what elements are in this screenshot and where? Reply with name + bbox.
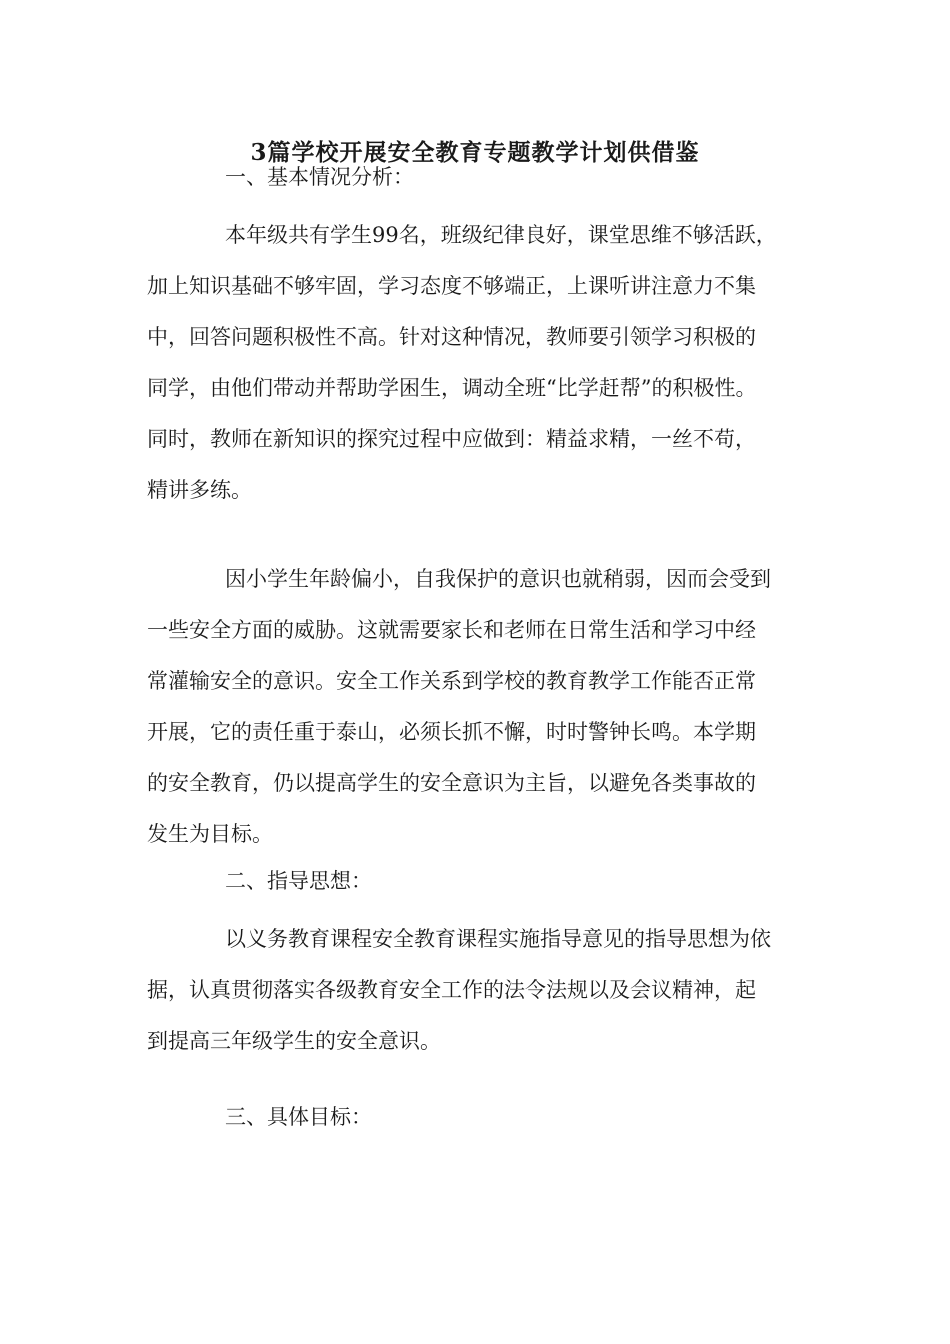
paragraph-line: 精讲多练。 [147,478,252,502]
paragraph-line: 发生为目标。 [147,822,273,846]
paragraph-line: 开展，它的责任重于泰山，必须长抓不懈，时时警钟长鸣。本学期 [147,720,756,744]
paragraph-line: 一些安全方面的威胁。这就需要家长和老师在日常生活和学习中经 [147,618,756,642]
paragraph-class-overview [147,210,807,516]
paragraph-line: 同学，由他们带动并帮助学困生，调动全班“比学赶帮”的积极性。 [147,376,757,400]
paragraph-line: 因小学生年龄偏小，自我保护的意识也就稍弱，因而会受到 [225,567,771,591]
paragraph-guiding-ideology [147,914,807,1067]
paragraph-line: 中，回答问题积极性不高。针对这种情况，教师要引领学习积极的 [147,325,756,349]
paragraph-line: 到提高三年级学生的安全意识。 [147,1029,441,1053]
paragraph-line: 本年级共有学生99名，班级纪律良好，课堂思维不够活跃， [225,223,777,247]
section-heading-specific-goals: 三、具体目标： [225,1105,372,1129]
paragraph-line: 的安全教育，仍以提高学生的安全意识为主旨，以避免各类事故的 [147,771,756,795]
paragraph-line: 据，认真贯彻落实各级教育安全工作的法令法规以及会议精神，起 [147,978,756,1002]
paragraph-safety-awareness [147,554,807,860]
paragraph-line: 同时，教师在新知识的探究过程中应做到：精益求精，一丝不苟， [147,427,756,451]
paragraph-line: 常灌输安全的意识。安全工作关系到学校的教育教学工作能否正常 [147,669,756,693]
section-heading-guiding-ideology: 二、指导思想： [225,869,372,893]
document-title: 3篇学校开展安全教育专题教学计划供借鉴 [250,139,700,166]
paragraph-line: 以义务教育课程安全教育课程实施指导意见的指导思想为依 [225,927,771,951]
section-heading-basic-situation: 一、基本情况分析： [225,165,414,189]
paragraph-line: 加上知识基础不够牢固，学习态度不够端正，上课听讲注意力不集 [147,274,756,298]
